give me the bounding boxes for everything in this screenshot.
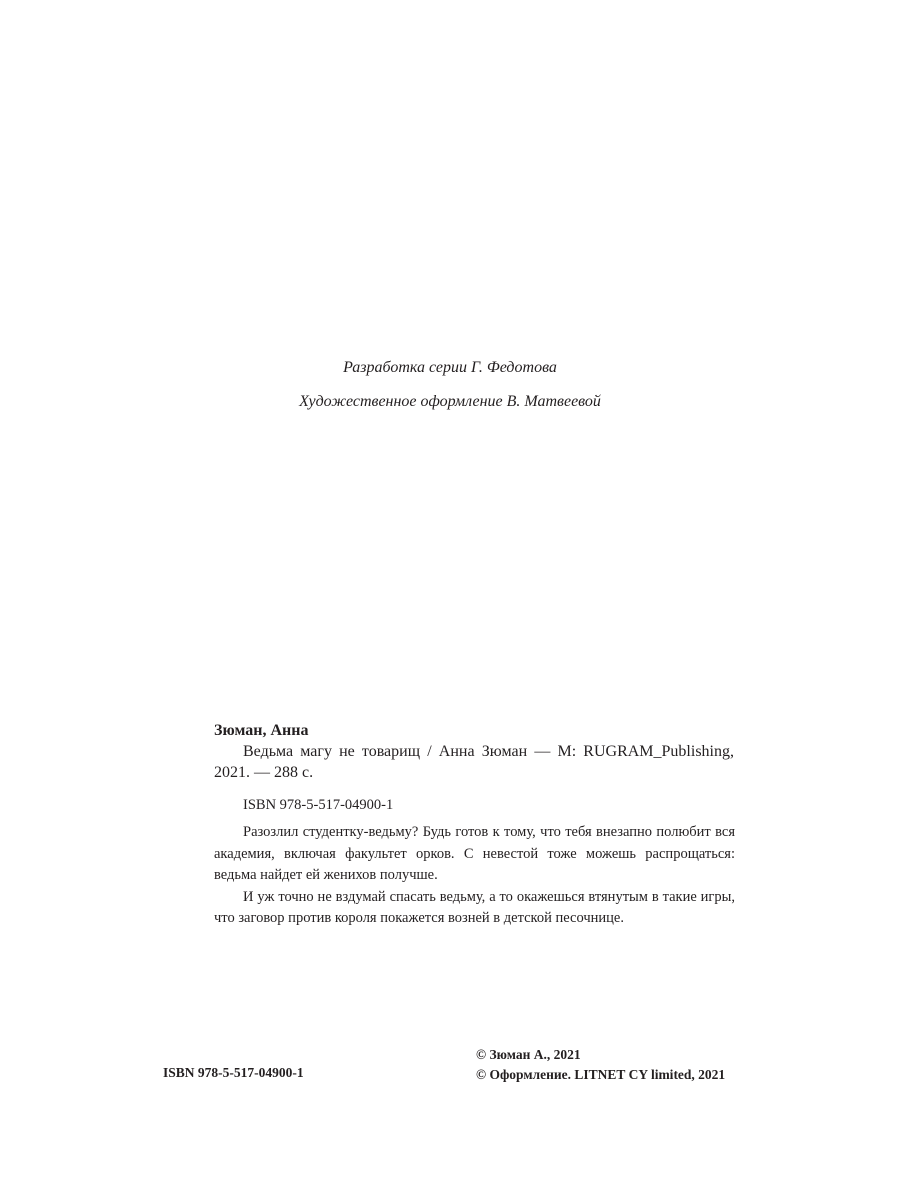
- author-heading: Зюман, Анна: [214, 722, 309, 739]
- credits-block: [0, 355, 900, 423]
- bibliographic-record: [214, 720, 734, 816]
- footer-isbn: ISBN 978-5-517-04900-1: [163, 1065, 304, 1080]
- copyright-block: [476, 1045, 725, 1085]
- annotation-paragraph-2: И уж точно не вздумай спасать ведьму, а то окажешься втянутым в такие игры, что заговор против короля покажется возней в детской песочнице.: [214, 888, 735, 926]
- annotation: [214, 822, 735, 930]
- copyright-design: © Оформление. LITNET CY limited, 2021: [476, 1067, 726, 1082]
- art-design-credit: Художественное оформление В. Матвеевой: [299, 393, 601, 410]
- book-description: Ведьма магу не товарищ / Анна Зюман — М: RUGRAM_Publishing, 2021. — 288 с.: [214, 743, 734, 781]
- series-design-credit: Разработка серии Г. Федотова: [343, 359, 557, 376]
- isbn-record: ISBN 978-5-517-04900-1: [243, 797, 394, 813]
- copyright-author: © Зюман А., 2021: [476, 1047, 581, 1062]
- annotation-paragraph-1: Разозлил студентку-ведьму? Будь готов к тому, что тебя внезапно полюбит вся академия, включая факультет орков. С невестой тоже можешь распрощаться: ведьма найдет ей женихов получше.: [214, 824, 735, 883]
